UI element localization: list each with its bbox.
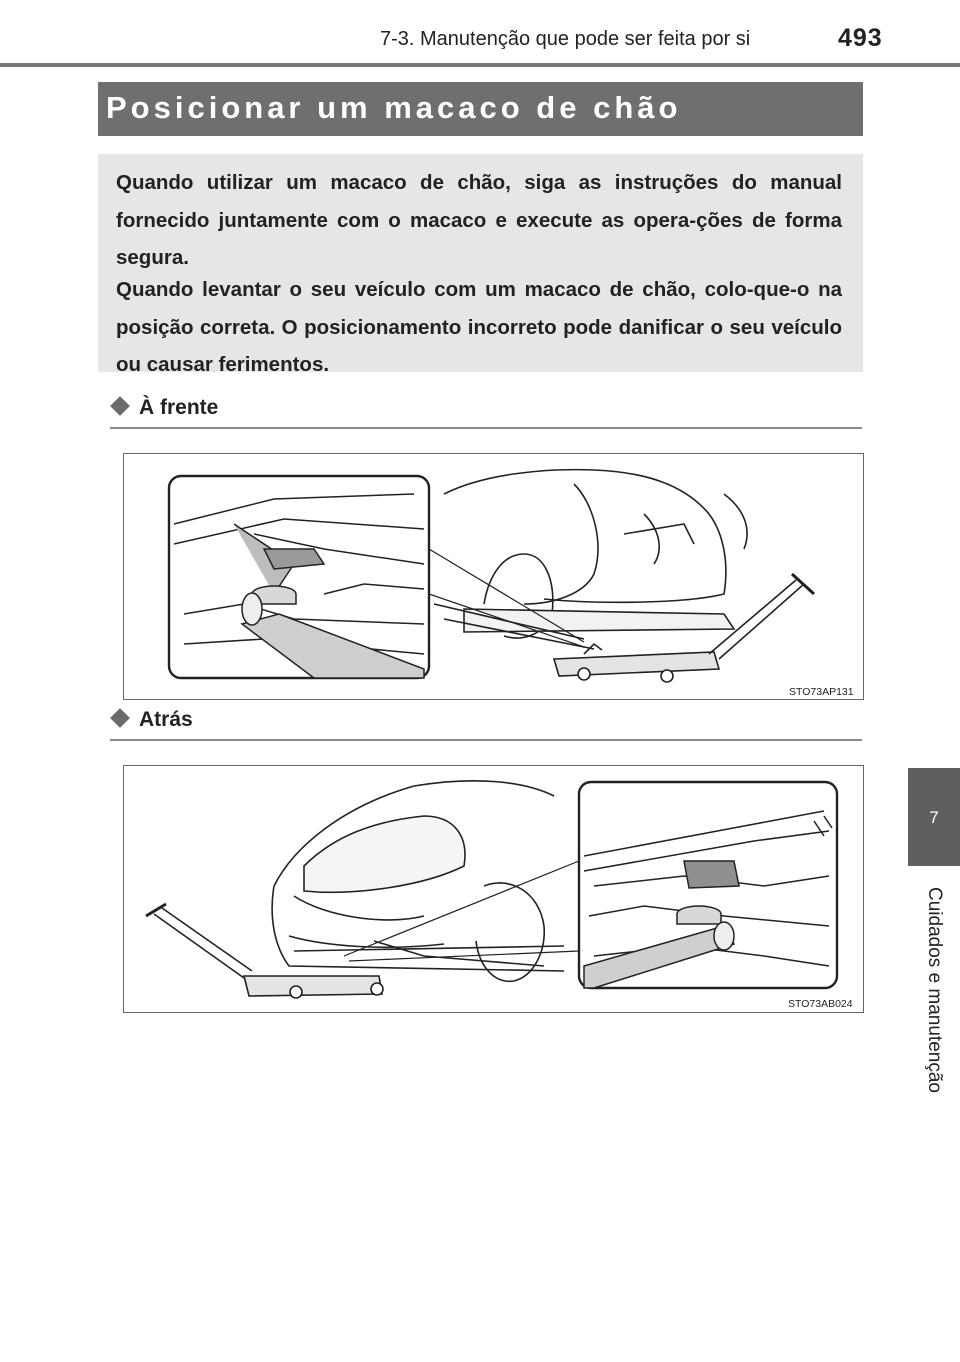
rear-jack-illustration bbox=[124, 766, 863, 1012]
chapter-number: 7 bbox=[929, 808, 939, 827]
front-jack-illustration bbox=[124, 454, 863, 699]
section-heading-rear-text: Atrás bbox=[139, 708, 193, 731]
intro-paragraph-1: Quando utilizar um macaco de chão, siga as instruções do manual fornecido juntamente com o macaco e execute as opera-ções de forma segura. bbox=[116, 171, 842, 269]
chapter-label: Cuidados e manutenção bbox=[924, 887, 945, 1093]
figure-rear-jack-point bbox=[123, 765, 864, 1013]
figure-front-jack-point bbox=[123, 453, 864, 700]
section-heading-front-text: À frente bbox=[139, 396, 219, 419]
section-rule bbox=[110, 739, 862, 741]
section-heading-front bbox=[110, 396, 218, 420]
running-header-section: 7-3. Manutenção que pode ser feita por si bbox=[380, 28, 751, 50]
section-rule bbox=[110, 427, 862, 429]
page-title: Posicionar um macaco de chão bbox=[106, 90, 682, 125]
section-heading-rear bbox=[110, 708, 193, 732]
diamond-bullet-icon bbox=[110, 708, 130, 728]
figure-code-front: STO73AP131 bbox=[789, 686, 854, 698]
figure-code-rear: STO73AB024 bbox=[788, 998, 853, 1010]
intro-paragraph-2: Quando levantar o seu veículo com um macaco de chão, colo-que-o na posição correta. O posicionamento incorreto pode danificar o seu veículo ou causar ferimentos. bbox=[116, 278, 842, 376]
header-rule bbox=[0, 63, 960, 67]
page-number: 493 bbox=[838, 24, 883, 52]
diamond-bullet-icon bbox=[110, 396, 130, 416]
